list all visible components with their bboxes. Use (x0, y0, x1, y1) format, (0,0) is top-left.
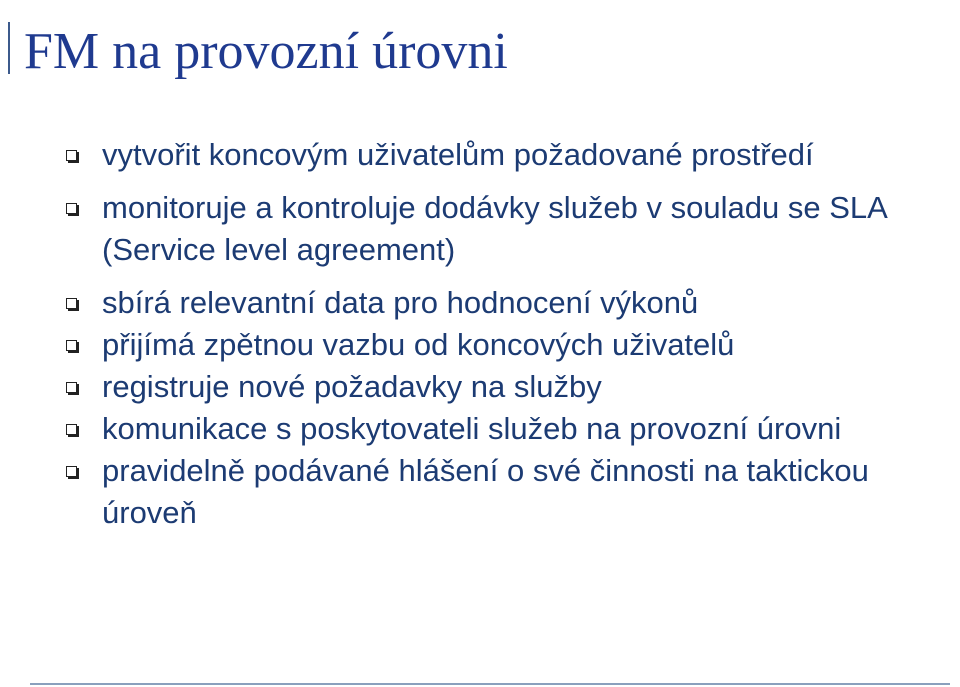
checkbox-bullet-icon (66, 340, 77, 351)
title-accent-rule (8, 22, 10, 74)
footer-rule (30, 683, 950, 685)
checkbox-bullet-icon (66, 382, 77, 393)
bullet-text: vytvořit koncovým uživatelům požadované prostředí (102, 137, 814, 172)
bullet-text: komunikace s poskytovateli služeb na provozní úrovni (102, 411, 842, 446)
checkbox-bullet-icon (66, 298, 77, 309)
bullet-text: sbírá relevantní data pro hodnocení výkonů (102, 285, 699, 320)
bullet-text: přijímá zpětnou vazbu od koncových uživatelů (102, 327, 735, 362)
checkbox-bullet-icon (66, 150, 77, 161)
bullet-item (60, 366, 940, 408)
checkbox-bullet-icon (66, 424, 77, 435)
bullet-item (60, 450, 940, 534)
bullet-text: monitoruje a kontroluje dodávky služeb v souladu se SLA (Service level agreement) (102, 190, 887, 267)
bullet-item (60, 324, 940, 366)
slide-title: FM na provozní úrovni (24, 23, 508, 80)
checkbox-bullet-icon (66, 203, 77, 214)
bullet-item (60, 282, 940, 324)
bullet-item (60, 187, 940, 271)
bullet-item (60, 134, 940, 176)
bullet-text: pravidelně podávané hlášení o své činnosti na taktickou úroveň (102, 453, 869, 530)
bullet-text: registruje nové požadavky na služby (102, 369, 602, 404)
bullet-item (60, 408, 940, 450)
checkbox-bullet-icon (66, 466, 77, 477)
bullet-list (60, 134, 940, 534)
